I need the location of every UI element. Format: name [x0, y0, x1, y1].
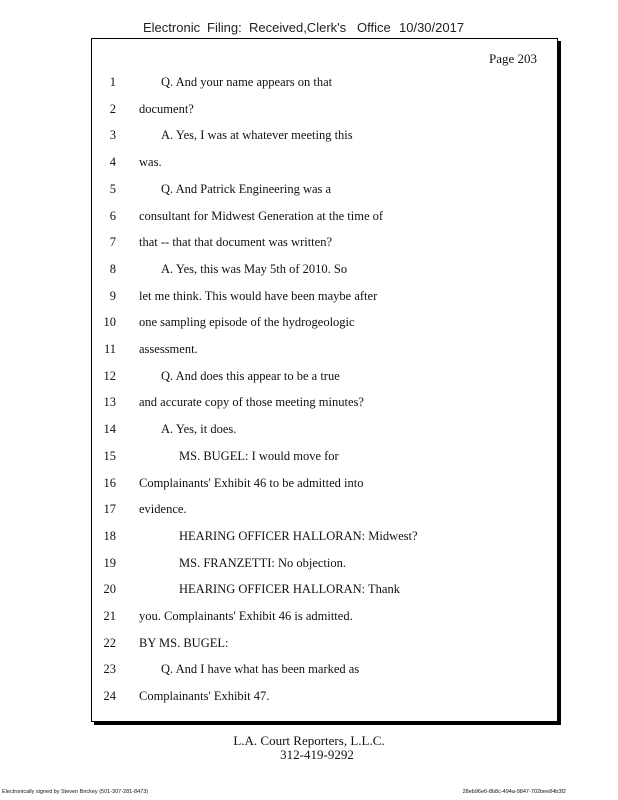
line-text: Complainants' Exhibit 46 to be admitted into — [139, 475, 364, 490]
transcript-line — [92, 102, 557, 122]
stamp-date: 10/30/2017 — [399, 20, 465, 35]
line-number: 1 — [109, 75, 116, 89]
line-text: Q. And your name appears on that — [161, 75, 333, 89]
line-number: 14 — [103, 422, 116, 437]
transcript-page — [91, 38, 558, 722]
line-text: consultant for Midwest Generation at the time of — [139, 208, 384, 223]
stamp-word-filing: Filing: — [207, 20, 242, 35]
transcript-line — [92, 155, 557, 175]
transcript-line — [92, 342, 557, 362]
transcript-line — [92, 262, 557, 282]
line-number: 22 — [103, 635, 116, 650]
line-text: Q. And I have what has been marked as — [161, 662, 360, 677]
transcript-line — [92, 209, 557, 229]
transcript-line — [92, 128, 557, 148]
line-text: MS. FRANZETTI: No objection. — [179, 555, 347, 570]
line-number: 4 — [109, 155, 116, 170]
transcript-line — [92, 662, 557, 682]
transcript-line — [92, 395, 557, 415]
line-text: A. Yes, this was May 5th of 2010. So — [161, 261, 348, 276]
line-number: 11 — [103, 342, 116, 356]
electronic-signature: Electronically signed by Steven Brickey (501-307-281-8473) — [2, 789, 149, 795]
transcript-line — [92, 182, 557, 202]
line-number: 8 — [109, 261, 116, 276]
line-text: document? — [139, 101, 194, 116]
line-number: 10 — [103, 315, 116, 330]
line-text: you. Complainants' Exhibit 46 is admitted. — [139, 609, 353, 623]
line-number: 24 — [103, 689, 116, 704]
stamp-word-office: Office — [357, 20, 391, 35]
transcript-line — [92, 235, 557, 255]
line-number: 6 — [109, 208, 116, 223]
line-number: 15 — [103, 448, 116, 463]
electronic-filing-stamp — [0, 20, 618, 38]
transcript-line — [92, 502, 557, 522]
line-number: 20 — [103, 582, 116, 597]
line-number: 23 — [103, 662, 116, 677]
line-text: was. — [139, 155, 162, 170]
line-number: 3 — [109, 128, 116, 143]
transcript-line — [92, 369, 557, 389]
transcript-line — [92, 315, 557, 335]
line-text: one sampling episode of the hydrogeologic — [139, 315, 355, 330]
transcript-line — [92, 529, 557, 549]
line-text: A. Yes, it does. — [161, 422, 237, 437]
footer-company: L.A. Court Reporters, L.L.C. — [233, 733, 385, 748]
line-number: 16 — [103, 475, 116, 490]
line-text: Q. And does this appear to be a true — [161, 368, 340, 383]
stamp-word-electronic: Electronic — [143, 20, 201, 35]
transcript-line — [92, 689, 557, 709]
stamp-word-received-clerks: Received,Clerk's — [249, 20, 347, 35]
line-number: 2 — [109, 101, 116, 116]
line-number: 9 — [109, 288, 116, 303]
document-hash: 28eb96e6-8b8c-494a-9847-702bee84b3f2 — [462, 789, 566, 795]
page-number: Page 203 — [488, 51, 537, 66]
line-number: 18 — [103, 528, 116, 543]
line-text: BY MS. BUGEL: — [139, 635, 229, 650]
transcript-line — [92, 476, 557, 496]
transcript-line — [92, 449, 557, 469]
line-text: Q. And Patrick Engineering was a — [161, 181, 332, 196]
transcript-line — [92, 636, 557, 656]
transcript-line — [92, 609, 557, 629]
line-number: 17 — [103, 502, 116, 517]
transcript-line — [92, 75, 557, 95]
line-text: evidence. — [139, 502, 187, 517]
transcript-line — [92, 556, 557, 576]
line-number: 13 — [103, 395, 116, 410]
line-number: 12 — [103, 368, 116, 383]
line-text: assessment. — [139, 342, 198, 356]
line-text: and accurate copy of those meeting minutes? — [139, 395, 364, 410]
line-text: that -- that that document was written? — [139, 235, 332, 250]
transcript-line — [92, 582, 557, 602]
line-text: let me think. This would have been maybe after — [139, 288, 378, 303]
line-text: HEARING OFFICER HALLORAN: Thank — [179, 582, 400, 597]
line-text: MS. BUGEL: I would move for — [179, 448, 339, 463]
line-number: 19 — [103, 555, 116, 570]
transcript-line — [92, 422, 557, 442]
line-number: 5 — [109, 181, 116, 196]
line-number: 7 — [109, 235, 116, 250]
line-text: Complainants' Exhibit 47. — [139, 689, 270, 704]
line-number: 21 — [103, 609, 116, 623]
footer-phone: 312-419-9292 — [280, 747, 354, 762]
line-text: HEARING OFFICER HALLORAN: Midwest? — [179, 528, 418, 543]
transcript-line — [92, 289, 557, 309]
line-text: A. Yes, I was at whatever meeting this — [161, 128, 353, 143]
